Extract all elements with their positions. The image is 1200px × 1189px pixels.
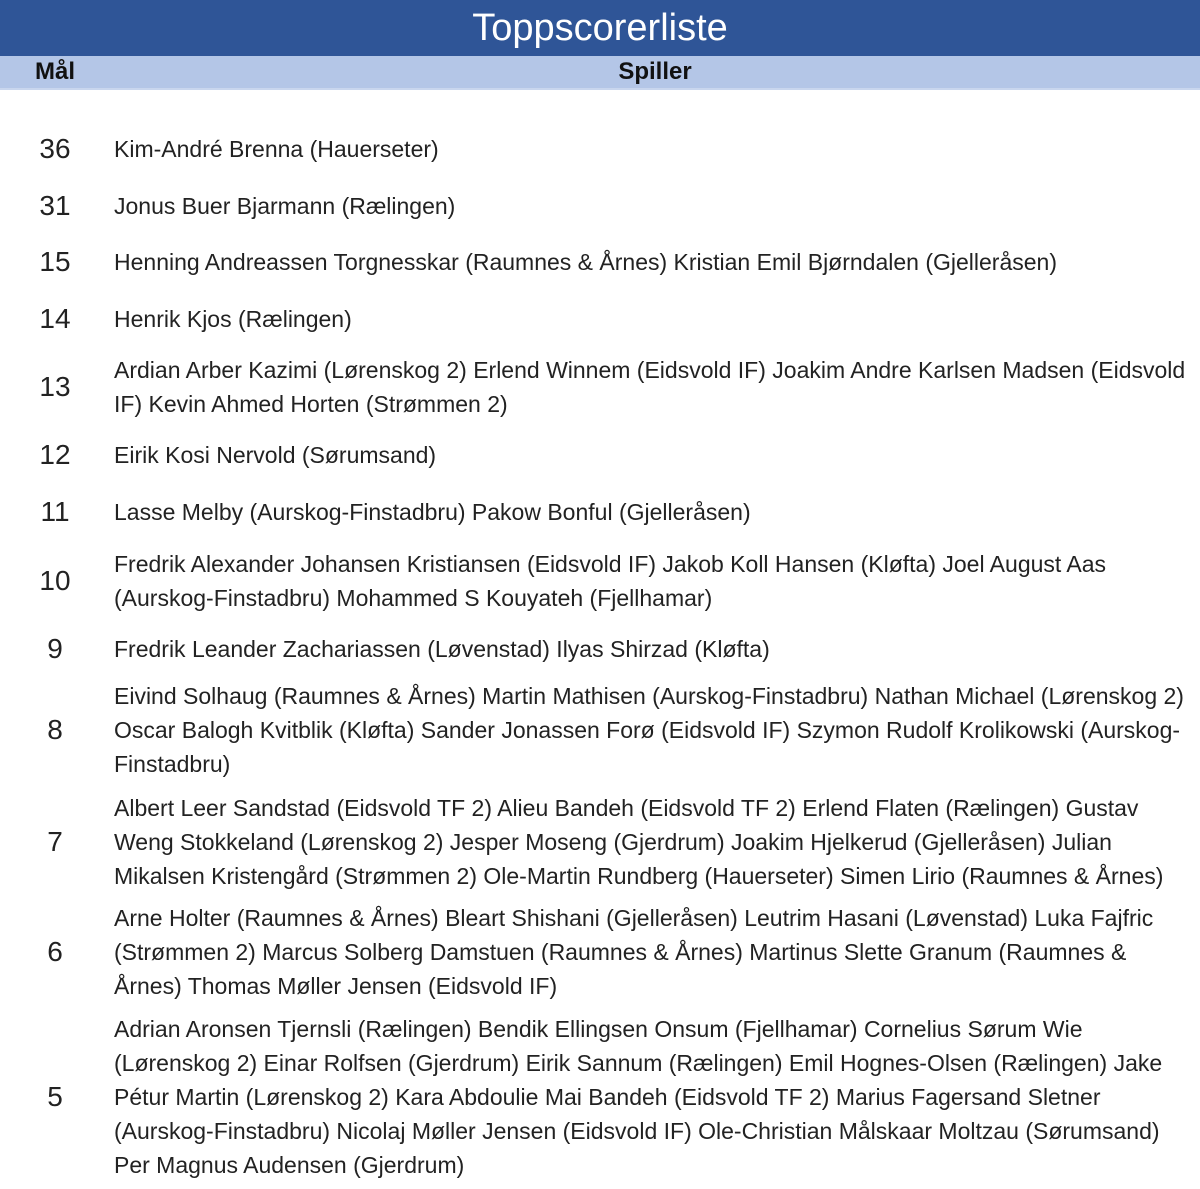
goals-cell: 5 (47, 1081, 63, 1112)
players-cell: Ardian Arber Kazimi (Lørenskog 2) Erlend Winnem (Eidsvold IF) Joakim Andre Karlsen Madsen (Eidsvold IF) Kevin Ahmed Horten (Strømmen 2) (114, 357, 1186, 417)
table-row (0, 189, 1200, 223)
goals-cell: 10 (39, 565, 71, 596)
table-row (0, 132, 1200, 166)
goals-cell: 12 (39, 439, 71, 470)
players-cell: Jonus Buer Bjarmann (Rælingen) (114, 193, 456, 219)
table-row (0, 1012, 1200, 1182)
table-row (0, 679, 1200, 781)
table-row (0, 791, 1200, 893)
column-header-goals: Mål (34, 58, 75, 85)
table-row (0, 901, 1200, 1003)
goals-cell: 6 (47, 936, 63, 967)
goals-cell: 9 (47, 633, 63, 664)
players-cell: Henrik Kjos (Rælingen) (114, 306, 352, 332)
players-cell: Eirik Kosi Nervold (Sørumsand) (114, 442, 437, 468)
goals-cell: 15 (39, 246, 71, 277)
goals-cell: 8 (47, 714, 63, 745)
column-header-row (0, 56, 1200, 90)
table-row (0, 632, 1200, 666)
goals-cell: 13 (39, 371, 71, 402)
table-row (0, 302, 1200, 336)
goals-cell: 11 (40, 496, 70, 527)
players-cell: Adrian Aronsen Tjernsli (Rælingen) Bendik Ellingsen Onsum (Fjellhamar) Cornelius Sørum Wie (Lørenskog 2) Einar Rolfsen (Gjerdrum) Eirik Sannum (Rælingen) Emil Hognes-Olsen (Rælingen) Jake Pétur Martin (Lørenskog 2) Kara Abdoulie Mai Bandeh (Eidsvold TF 2) Marius Fagersand Sletner (Aurskog-Finstadbru) Nicolaj Møller Jensen (Eidsvold IF) Ole-Christian Målskaar Moltzau (Sørumsand) Per Magnus Audensen (Gjerdrum) (114, 1016, 1163, 1178)
players-cell: Henning Andreassen Torgnesskar (Raumnes & Årnes) Kristian Emil Bjørndalen (Gjelleråsen) (114, 249, 1057, 275)
players-cell: Fredrik Alexander Johansen Kristiansen (Eidsvold IF) Jakob Koll Hansen (Kløfta) Joel August Aas (Aurskog-Finstadbru) Mohammed S Kouyateh (Fjellhamar) (114, 551, 1107, 611)
players-cell: Lasse Melby (Aurskog-Finstadbru) Pakow Bonful (Gjelleråsen) (114, 499, 751, 525)
table-row (0, 245, 1200, 279)
goals-cell: 31 (39, 190, 71, 221)
table-row (0, 353, 1200, 421)
page-title: Toppscorerliste (0, 0, 1200, 56)
table-row (0, 547, 1200, 615)
players-cell: Eivind Solhaug (Raumnes & Årnes) Martin Mathisen (Aurskog-Finstadbru) Nathan Michael (Lørenskog 2) Oscar Balogh Kvitblik (Kløfta) Sander Jonassen Forø (Eidsvold IF) Szymon Rudolf Krolikowski (Aurskog-Finstadbru) (114, 683, 1184, 777)
goals-cell: 7 (47, 826, 63, 857)
players-cell: Kim-André Brenna (Hauerseter) (114, 136, 439, 162)
players-cell: Fredrik Leander Zachariassen (Løvenstad) Ilyas Shirzad (Kløfta) (114, 636, 770, 662)
players-cell: Albert Leer Sandstad (Eidsvold TF 2) Alieu Bandeh (Eidsvold TF 2) Erlend Flaten (Rælingen) Gustav Weng Stokkeland (Lørenskog 2) Jesper Moseng (Gjerdrum) Joakim Hjelkerud (Gjelleråsen) Julian Mikalsen Kristengård (Strømmen 2) Ole-Martin Rundberg (Hauerseter) Simen Lirio (Raumnes & Årnes) (114, 795, 1164, 889)
players-cell: Arne Holter (Raumnes & Årnes) Bleart Shishani (Gjelleråsen) Leutrim Hasani (Løvenstad) Luka Fajfric (Strømmen 2) Marcus Solberg Damstuen (Raumnes & Årnes) Martinus Slette Granum (Raumnes & Årnes) Thomas Møller Jensen (Eidsvold IF) (114, 905, 1154, 999)
table-row (0, 438, 1200, 472)
goals-cell: 36 (39, 133, 71, 164)
goals-cell: 14 (39, 303, 71, 334)
column-header-player: Spiller (618, 58, 692, 85)
table-row (0, 495, 1200, 529)
